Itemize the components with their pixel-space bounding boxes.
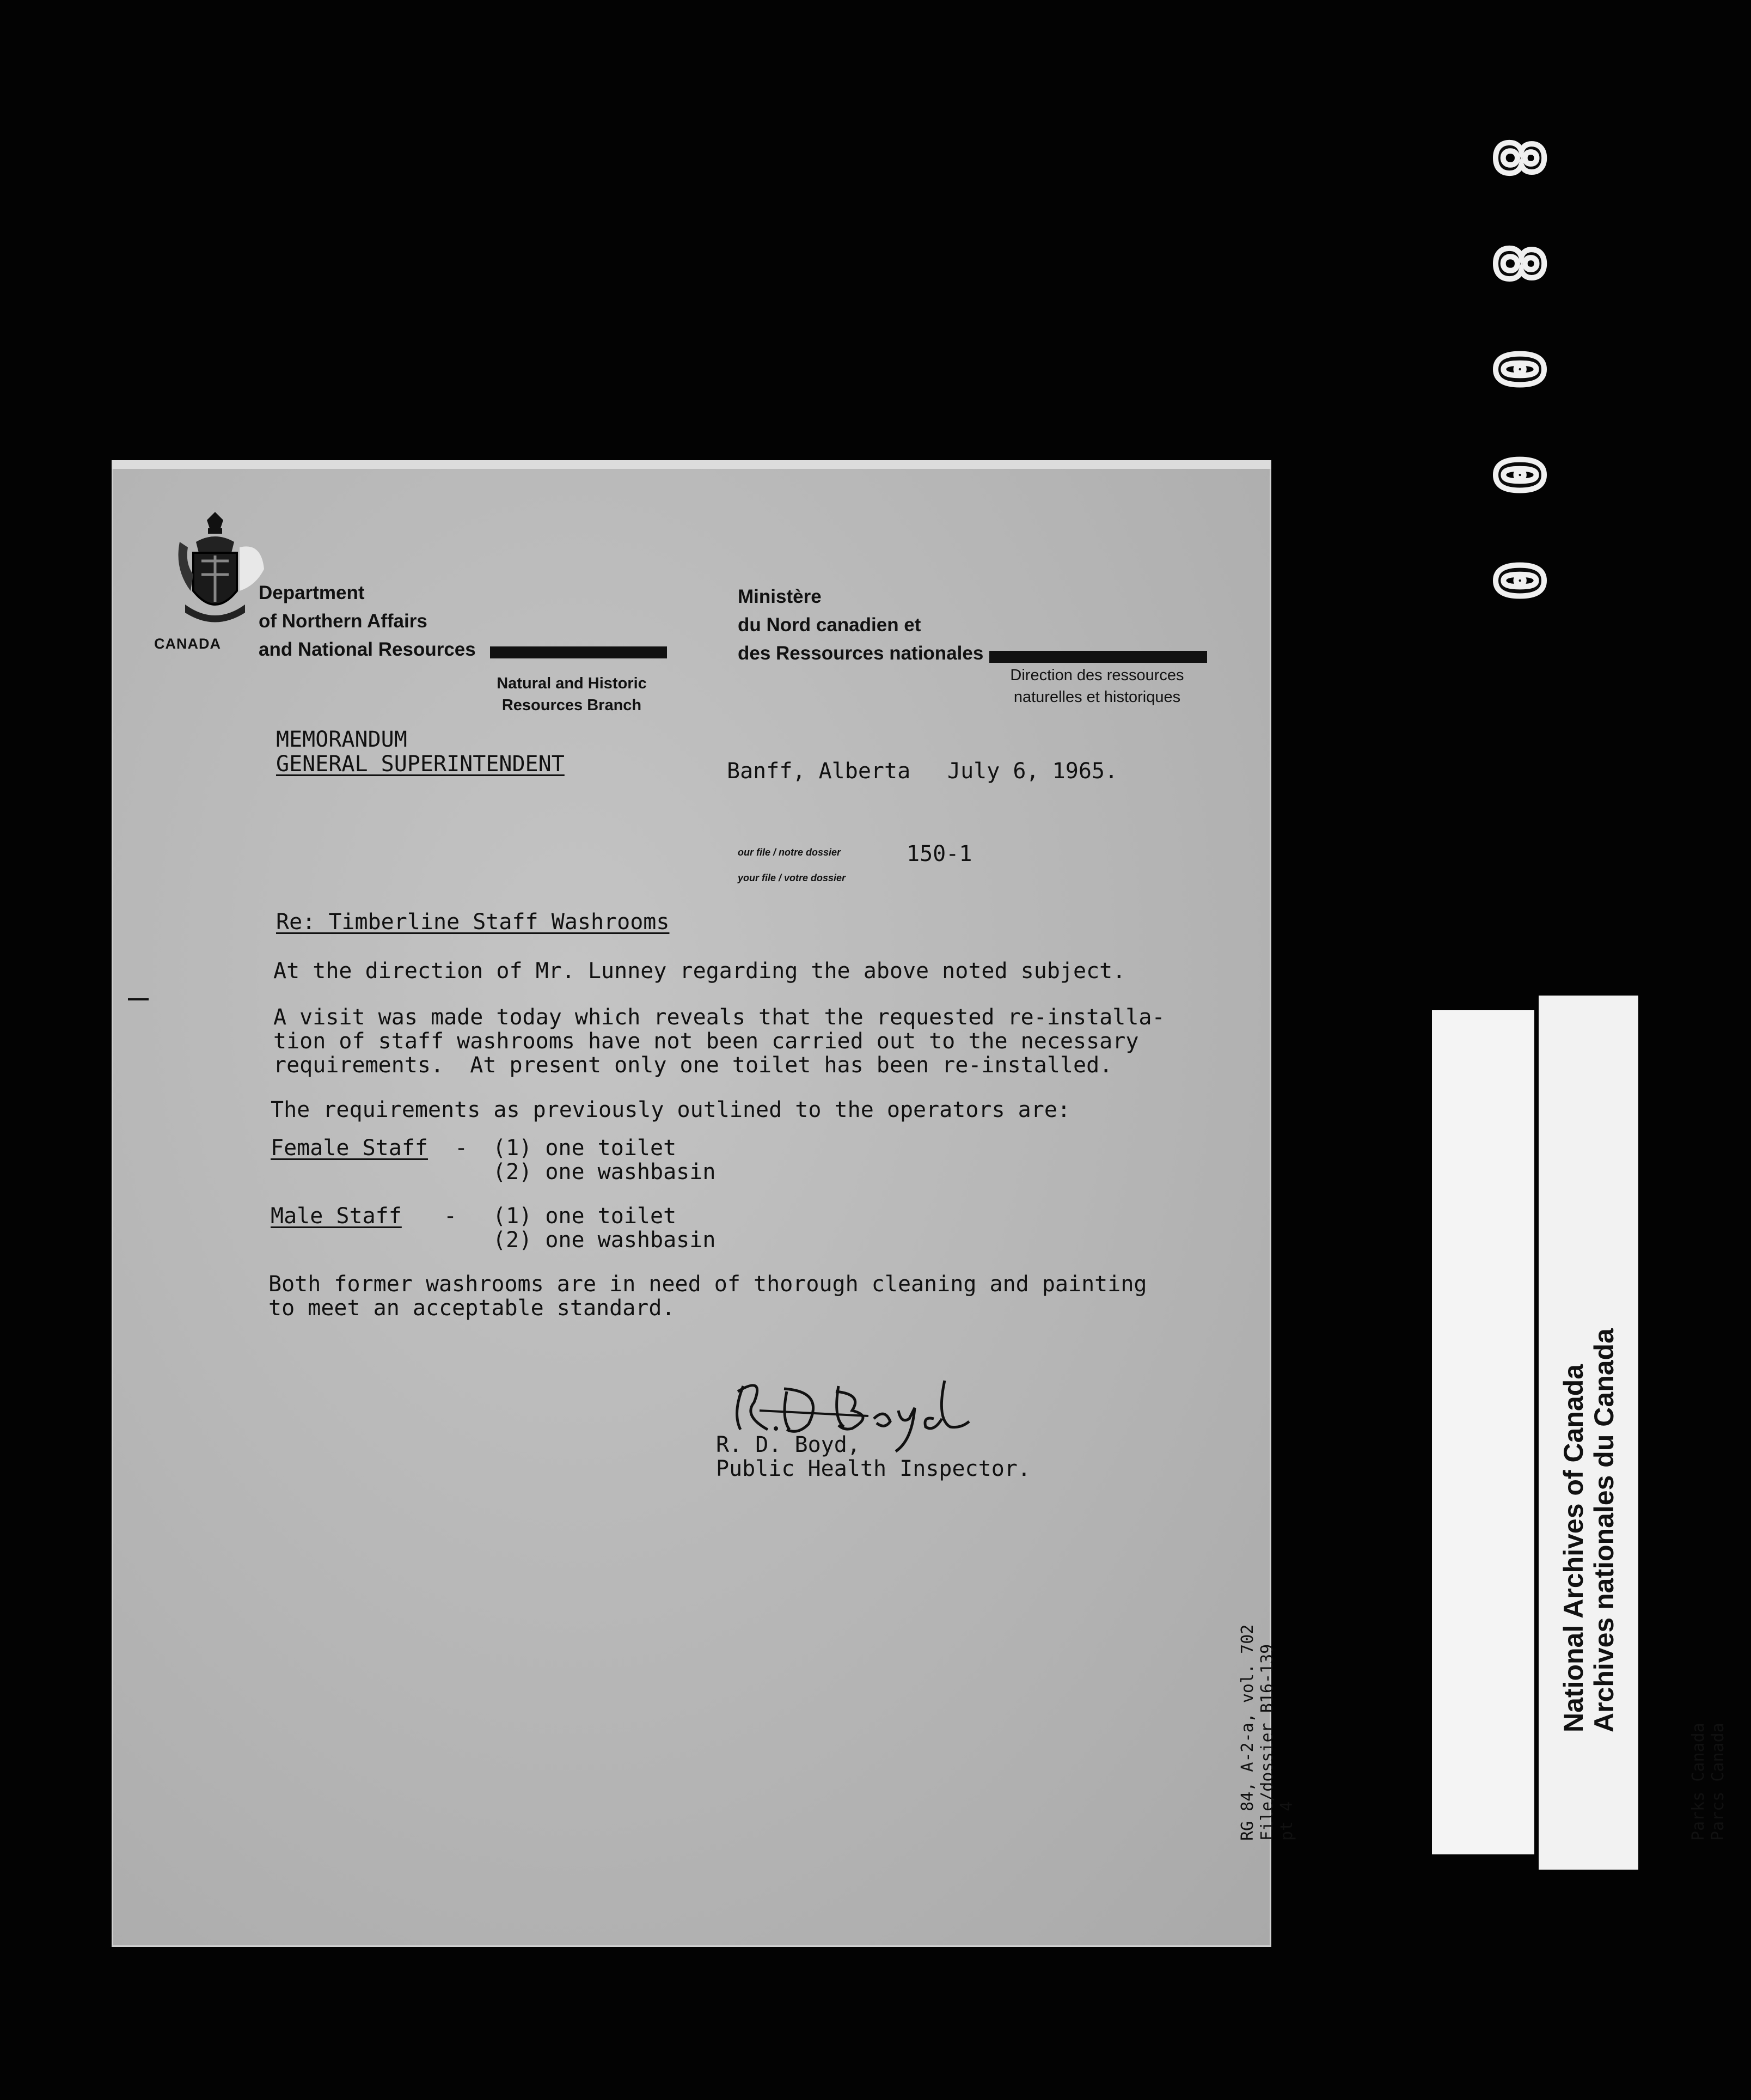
list-dash: - xyxy=(455,1136,468,1161)
memo-subject: Re: Timberline Staff Washrooms xyxy=(276,909,670,935)
memo-paragraph-line: to meet an acceptable standard. xyxy=(268,1296,675,1321)
branch-en-line: Natural and Historic xyxy=(497,675,647,692)
dept-en-line: and National Resources xyxy=(259,639,476,660)
memo-paragraph-line: tion of staff washrooms have not been carried out to the necessary xyxy=(273,1029,1139,1054)
list-item: (1) one toilet xyxy=(493,1136,677,1161)
archive-reference-text: RG 84, A-2-a, vol. 702 File/dossier B16-139 pt 4 Parks Canada Parcs Canada xyxy=(1238,1624,1728,1841)
memo-heading: MEMORANDUM xyxy=(276,727,407,752)
memo-paragraph: The requirements as previously outlined to the operators are: xyxy=(271,1097,1071,1122)
signer-name: R. D. Boyd, xyxy=(716,1432,860,1457)
country-label: CANADA xyxy=(154,636,221,652)
memo-paragraph-line: A visit was made today which reveals that the requested re-installa- xyxy=(273,1005,1165,1030)
memo-page xyxy=(112,460,1271,1947)
redaction-strike xyxy=(490,646,667,658)
department-name-fr xyxy=(738,583,983,668)
male-staff-label: Male Staff xyxy=(271,1204,402,1229)
dept-en-line: Department xyxy=(259,582,365,603)
list-item: (2) one washbasin xyxy=(493,1159,716,1185)
department-name-en xyxy=(259,579,476,664)
list-item: (1) one toilet xyxy=(493,1204,677,1229)
national-archives-label xyxy=(1539,996,1638,1870)
branch-en-line: Resources Branch xyxy=(501,697,642,714)
memo-place: Banff, Alberta xyxy=(727,759,911,784)
our-file-label: our file / notre dossier xyxy=(738,847,841,858)
dept-fr-line: Ministère xyxy=(738,586,822,607)
branch-fr-line: Direction des ressources xyxy=(1010,667,1184,684)
coat-of-arms-icon xyxy=(163,509,267,629)
frame-digit: 0 xyxy=(1481,455,1557,495)
memo-recipient: GENERAL SUPERINTENDENT xyxy=(276,752,565,777)
frame-digit: 0 xyxy=(1481,561,1557,600)
file-number: 150-1 xyxy=(907,841,972,866)
memo-paragraph-line: requirements. At present only one toilet has been re-installed. xyxy=(273,1053,1113,1078)
your-file-label: your file / votre dossier xyxy=(738,872,846,883)
frame-digit: 0 xyxy=(1481,350,1557,389)
frame-digit: 8 xyxy=(1481,138,1557,178)
female-staff-label: Female Staff xyxy=(271,1136,428,1161)
dept-fr-line: du Nord canadien et xyxy=(738,614,921,636)
list-dash: - xyxy=(444,1204,457,1229)
branch-fr-line: naturelles et historiques xyxy=(1013,688,1181,706)
memo-paragraph-line: Both former washrooms are in need of thorough cleaning and painting xyxy=(268,1272,1147,1297)
list-item: (2) one washbasin xyxy=(493,1228,716,1253)
margin-tick xyxy=(128,998,149,1000)
dept-fr-line: des Ressources nationales xyxy=(738,643,984,664)
signer-title: Public Health Inspector. xyxy=(716,1456,1031,1481)
frame-counter xyxy=(1481,123,1557,616)
national-archives-text: National Archives of Canada Archives nationales du Canada xyxy=(1558,1328,1619,1732)
branch-name-fr xyxy=(994,664,1201,708)
memo-paragraph: At the direction of Mr. Lunney regarding the above noted subject. xyxy=(273,959,1126,984)
page-edge xyxy=(112,460,1271,469)
memo-date: July 6, 1965. xyxy=(947,759,1118,784)
redaction-strike xyxy=(989,651,1207,663)
branch-name-en xyxy=(493,673,651,716)
frame-digit: 8 xyxy=(1481,244,1557,283)
dept-en-line: of Northern Affairs xyxy=(259,611,427,632)
